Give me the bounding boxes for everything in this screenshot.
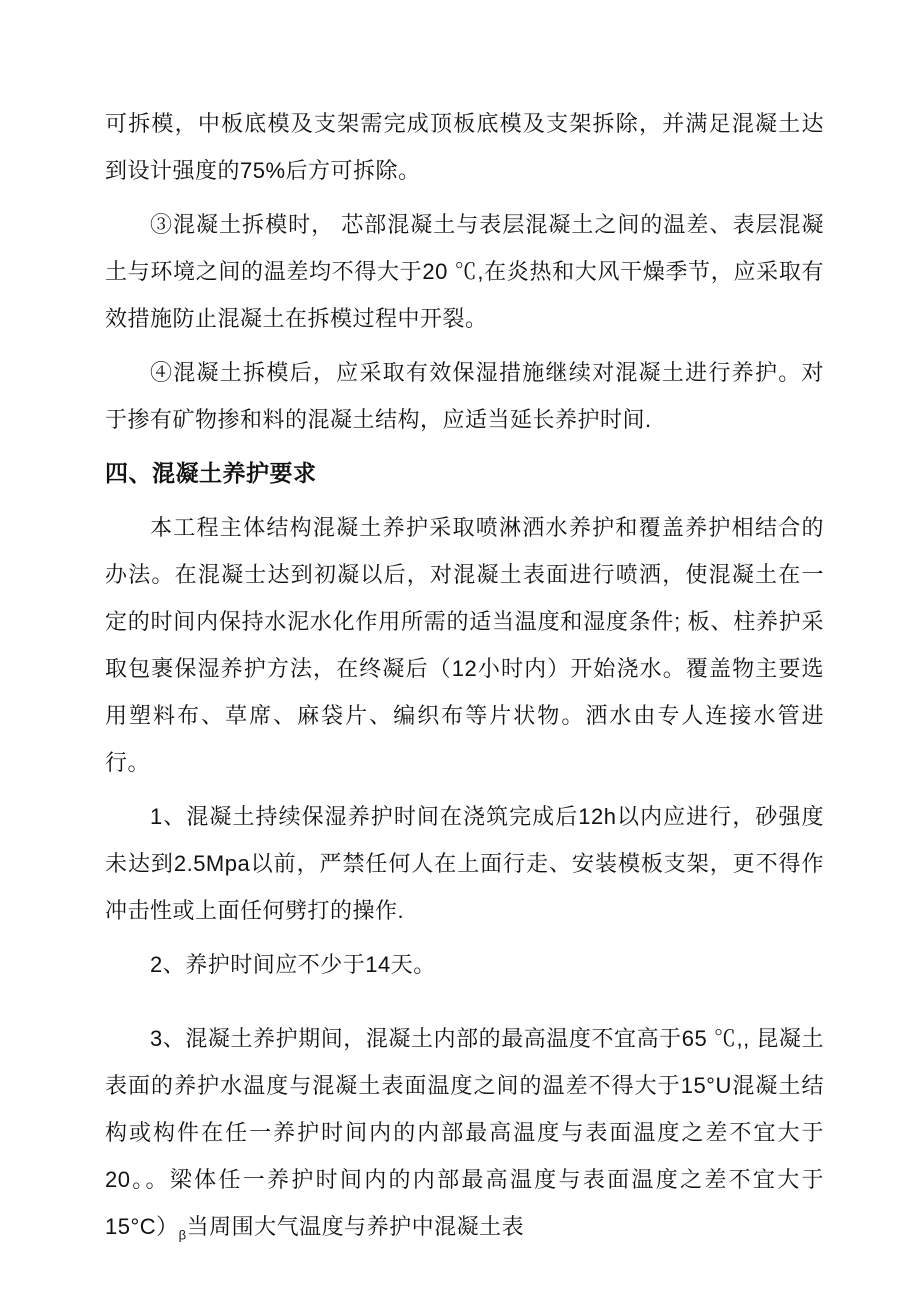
paragraph-post-demolding-curing: ④混凝土拆模后，应采取有效保湿措施继续对混凝土进行养护。对于掺有矿物掺和料的混凝土结构，应适当延长养护时间. [105,360,824,432]
paragraph-curing-item-3-text: 3、混凝土养护期间，混凝土内部的最高温度不宜高于65 ℃,, 昆凝土表面的养护水温度与混凝土表面温度之间的温差不得大于15°U混凝土结构或构件在任一养护时间内的内部最高温度与表面温度之差不宜大于20。。梁体任一养护时间内的内部最高温度与表面温度之差不宜大于15°C） [105,1026,824,1239]
paragraph-curing-method: 本工程主体结构混凝土养护采取喷淋洒水养护和覆盖养护相结合的办法。在混凝士达到初凝以后，对混凝土表面进行喷洒，使混凝土在一定的时间内保持水泥水化作用所需的适当温度和湿度条件; 板、柱养护采取包裹保湿养护方法，在终凝后（12小时内）开始浇水。覆盖物主要选用塑料布、草席、麻袋片、编织布等片状物。洒水由专人连接水管进行。 [105,515,824,775]
paragraph-curing-item-2: 2、养护时间应不少于14天。 [150,952,436,977]
paragraph-demolding-strength: 可拆模，中板底模及支架需完成顶板底模及支架拆除，并满足混凝土达到设计强度的75%后方可拆除。 [105,111,824,183]
paragraph-curing-item-3 [105,1015,824,1250]
paragraph-demolding-temperature-rule: ③混凝土拆模时， 芯部混凝土与表层混凝土之间的温差、表层混凝土与环境之间的温差均不得大于20 ℃,在炎热和大风干燥季节，应采取有效措施防止混凝土在拆模过程中开裂。 [105,212,824,331]
paragraph-curing-item-1: 1、混凝土持续保湿养护时间在浇筑完成后12h以内应进行，砂强度未达到2.5Mpa以前，严禁任何人在上面行走、安装模板支架，更不得作冲击性或上面任何劈打的操作. [105,804,824,923]
subscript-beta: β [178,1227,187,1243]
paragraph-curing-item-3-tail: 当周围大气温度与养护中混凝土表 [186,1214,525,1239]
section-heading-curing-requirements: 四、混凝土养护要求 [105,460,317,486]
